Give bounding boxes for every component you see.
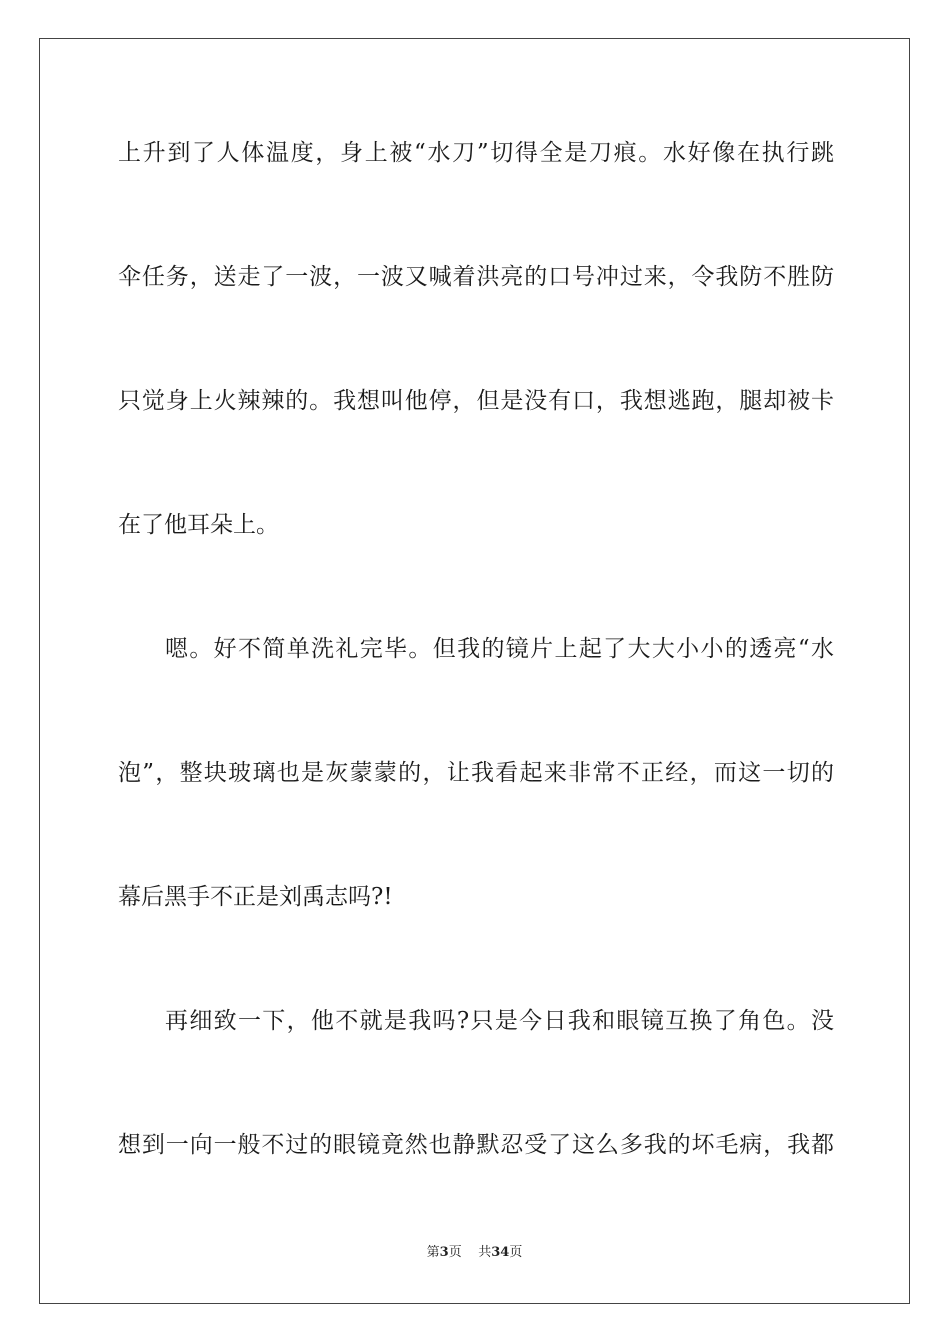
text-line-2: 伞任务，送走了一波，一波又喊着洪亮的口号冲过来，令我防不胜防 [118, 264, 834, 290]
text-line-3: 只觉身上火辣辣的。我想叫他停，但是没有口，我想逃跑，腿却被卡 [118, 388, 834, 414]
text-line-6: 泡”，整块玻璃也是灰蒙蒙的，让我看起来非常不正经，而这一切的 [118, 760, 834, 786]
total-prefix: 共 [478, 1245, 492, 1260]
text-line-4: 在了他耳朵上。 [118, 512, 279, 538]
page-footer [40, 1241, 909, 1260]
text-line-9: 想到一向一般不过的眼镜竟然也静默忍受了这么多我的坏毛病，我都 [118, 1132, 834, 1158]
page-prefix: 第 [426, 1245, 440, 1260]
text-line-5: 嗯。好不简单洗礼完毕。但我的镜片上起了大大小小的透亮“水 [165, 636, 834, 662]
total-suffix: 页 [509, 1245, 523, 1260]
text-line-1: 上升到了人体温度，身上被“水刀”切得全是刀痕。水好像在执行跳 [118, 140, 834, 166]
text-line-7: 幕后黑手不正是刘禹志吗?! [118, 884, 393, 910]
total-pages: 34 [491, 1245, 510, 1260]
text-line-8: 再细致一下，他不就是我吗?只是今日我和眼镜互换了角色。没 [165, 1008, 834, 1034]
page-number: 3 [439, 1245, 449, 1260]
page-suffix: 页 [448, 1245, 462, 1260]
document-page [39, 38, 910, 1304]
